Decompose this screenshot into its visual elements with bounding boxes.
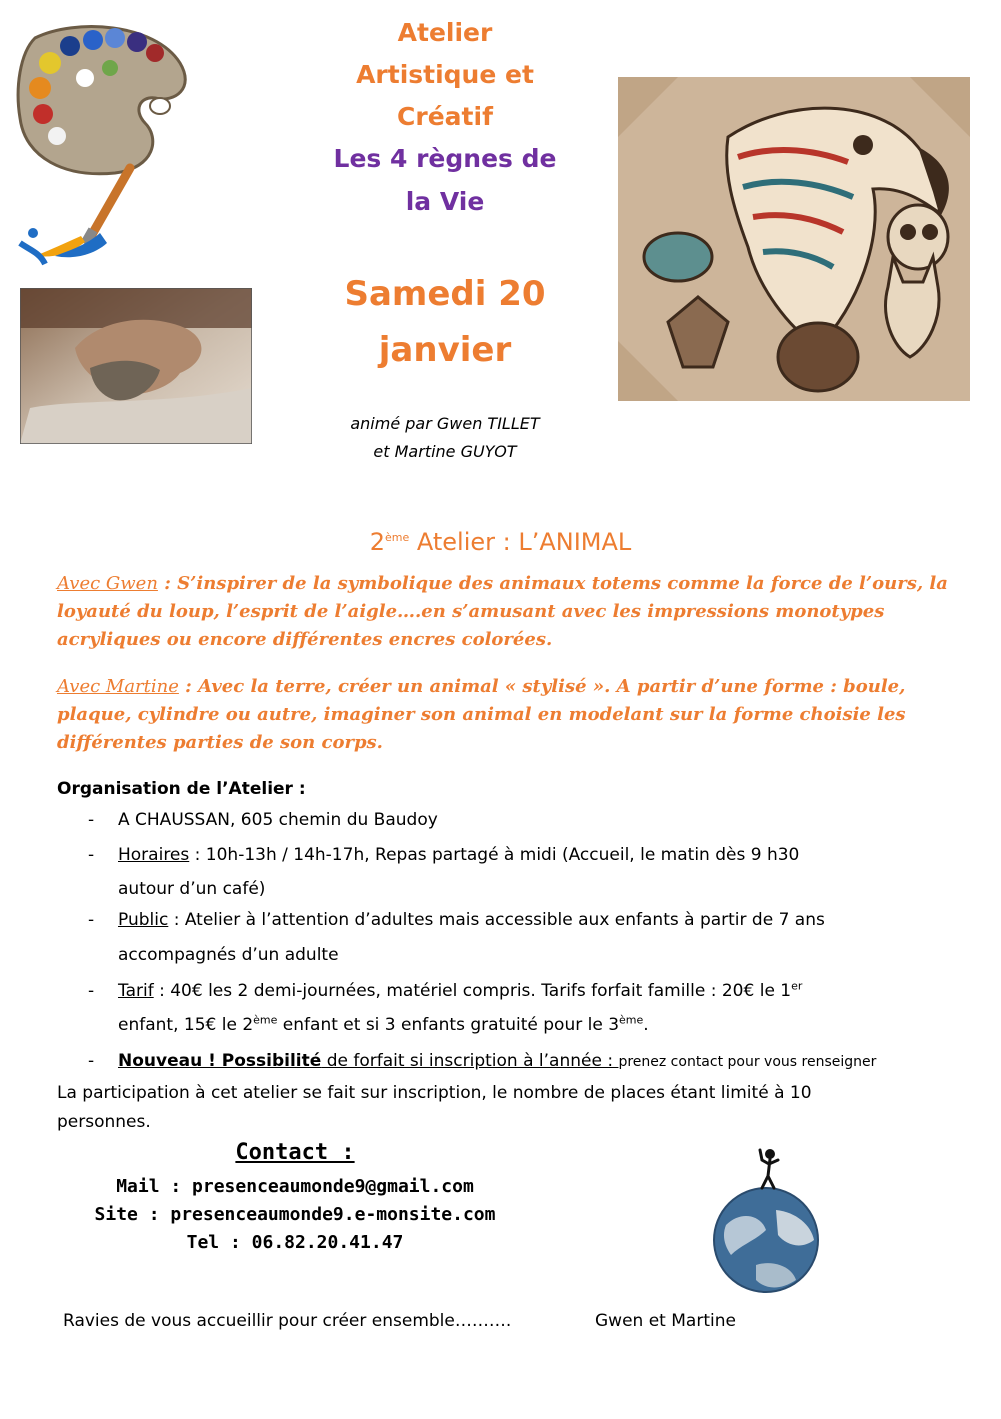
contact-mail: Mail : presenceaumonde9@gmail.com [116, 1176, 474, 1197]
martine-paragraph: Avec Martine : Avec la terre, créer un animal « stylisé ». A partir d’une forme : boule, plaque, cylindre ou autre, imaginer son animal en modelant sur la forme choisie les différentes parties de son corps. [57, 676, 906, 753]
totem-animals-image [618, 77, 970, 401]
gwen-paragraph: Avec Gwen : S’inspirer de la symbolique des animaux totems comme la force de l’ours, la loyauté du loup, l’esprit de l’aigle….en s’amusant avec les impressions monotypes acryliques ou encore différentes encres colorées. [57, 573, 948, 650]
subtitle-line2: la Vie [405, 187, 485, 216]
hours-continuation: autour d’un café) [118, 879, 266, 899]
title-creatif: Créatif [397, 102, 493, 131]
clay-hands-image [20, 288, 252, 444]
subtitle-line1: Les 4 règnes de [333, 144, 557, 173]
signature: Gwen et Martine [595, 1311, 736, 1331]
date-line2: janvier [378, 330, 512, 370]
palette-icon [15, 18, 195, 268]
closing-text: Ravies de vous accueillir pour créer ensemble………. [63, 1311, 512, 1331]
title-artistique: Artistique et [356, 60, 534, 89]
globe-figure-icon [706, 1140, 826, 1300]
organisation-heading: Organisation de l’Atelier : [57, 779, 306, 799]
tarif-continuation: enfant, 15€ le 2ème enfant et si 3 enfants gratuité pour le 3ème. [118, 1013, 649, 1035]
gwen-label: Avec Gwen [57, 573, 158, 594]
animated-by-line2: et Martine GUYOT [373, 442, 517, 461]
contact-tel: Tel : 06.82.20.41.47 [186, 1232, 404, 1253]
animated-by-line1: animé par Gwen TILLET [350, 414, 540, 433]
workshop-heading: 2ème Atelier : L’ANIMAL [369, 528, 632, 556]
participation-line2: personnes. [57, 1112, 151, 1132]
martine-label: Avec Martine [57, 676, 179, 697]
contact-site: Site : presenceaumonde9.e-monsite.com [94, 1204, 496, 1225]
participation-line1: La participation à cet atelier se fait sur inscription, le nombre de places étant limité à 10 [57, 1083, 812, 1103]
public-continuation: accompagnés d’un adulte [118, 945, 339, 965]
date-line1: Samedi 20 [344, 274, 546, 314]
title-atelier: Atelier [397, 18, 493, 47]
contact-heading: Contact : [235, 1140, 355, 1165]
